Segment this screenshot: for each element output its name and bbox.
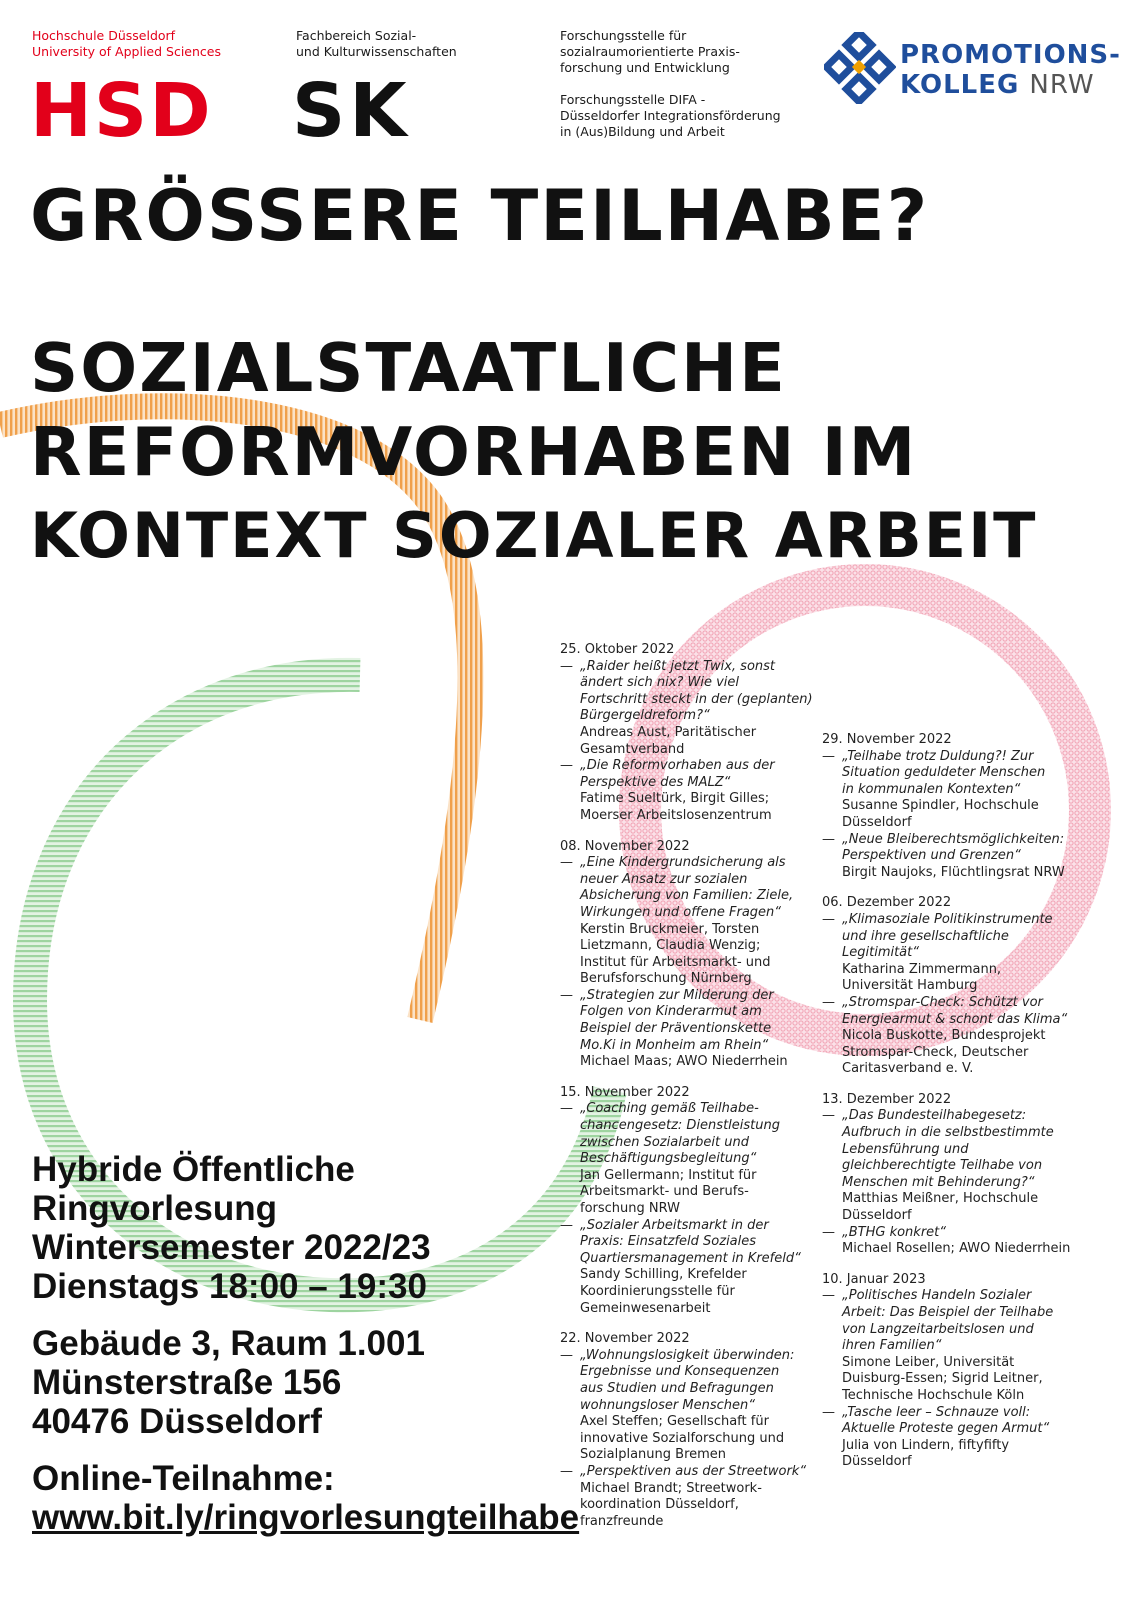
talk-title-line: „Eine Kindergrundsicherung als — [580, 855, 786, 871]
sk-logo: SK — [292, 68, 411, 154]
talk-speaker-line: Berufsforschung Nürnberg — [580, 971, 752, 987]
talk-title-line: Perspektive des MALZ“ — [580, 774, 731, 790]
dash-bullet: — — [560, 658, 573, 674]
info-online-label: Online-Teilnahme: — [32, 1459, 335, 1498]
research1-line3: forschung und Entwicklung — [560, 60, 730, 75]
talk-speaker-line: Simone Leiber, Universität — [842, 1354, 1015, 1370]
talk-item — [560, 1348, 815, 1464]
talk-title-line: wohnungsloser Menschen“ — [580, 1397, 755, 1413]
talk-title-line: „Tasche leer – Schnauze voll: — [842, 1404, 1031, 1420]
research-unit-1 — [560, 28, 740, 76]
talk-title-line: ändert sich nix? Wie viel — [580, 675, 740, 691]
talk-speaker-line: franzfreunde — [580, 1513, 664, 1529]
dash-bullet: — — [822, 1224, 835, 1240]
talk-title-line: und ihre gesellschaftliche — [842, 928, 1009, 944]
event-date: 29. November 2022 — [822, 732, 952, 747]
event-date: 06. Dezember 2022 — [822, 895, 952, 911]
info-hybrid: Hybride Öffentliche — [32, 1150, 355, 1189]
lecture-info — [32, 1150, 579, 1537]
talk-speaker-line: Andreas Aust, Paritätischer — [580, 724, 757, 740]
research1-line1: Forschungsstelle für — [560, 28, 687, 43]
talk-item — [560, 1218, 815, 1318]
talk-title-line: chancengesetz: Dienstleistung — [580, 1118, 780, 1134]
talk-item — [560, 855, 815, 988]
talk-speaker-line: Sandy Schilling, Krefelder — [580, 1267, 747, 1283]
talk-speaker-line: Susanne Spindler, Hochschule — [842, 798, 1039, 814]
talk-speaker-line: Institut für Arbeitsmarkt- und — [580, 954, 771, 970]
talk-title-line: Quartiersmanagement in Krefeld“ — [580, 1250, 801, 1266]
talk-title-line: Mo.Ki in Monheim am Rhein“ — [580, 1037, 769, 1053]
talk-title-line: gleichberechtigte Teilhabe von — [842, 1158, 1043, 1174]
talk-speaker-line: Michael Maas; AWO Niederrhein — [580, 1054, 788, 1070]
dash-bullet: — — [560, 1463, 573, 1479]
talk-title-line: Perspektiven und Grenzen“ — [842, 848, 1021, 864]
research2-line3: in (Aus)Bildung und Arbeit — [560, 124, 725, 139]
talk-item — [560, 988, 815, 1071]
talk-title-line: Folgen von Kinderarmut am — [580, 1004, 762, 1020]
talk-title-line: „Strategien zur Milderung der — [580, 987, 774, 1003]
talk-speaker-line: Jan Gellermann; Institut für — [580, 1167, 757, 1183]
talk-speaker-line: Arbeitsmarkt- und Berufs- — [580, 1184, 749, 1200]
talk-item — [560, 659, 815, 759]
talk-item — [560, 758, 815, 824]
talk-item — [822, 1288, 1097, 1404]
talk-title-line: Menschen mit Behinderung?“ — [842, 1174, 1035, 1190]
info-city: 40476 Düsseldorf — [32, 1402, 322, 1441]
talk-speaker-line: Düsseldorf — [842, 1208, 912, 1224]
talk-speaker-line: innovative Sozialforschung und — [580, 1430, 785, 1446]
info-ringvorlesung: Ringvorlesung — [32, 1189, 278, 1228]
event-date: 08. November 2022 — [560, 838, 690, 854]
talk-title-line: „Politisches Handeln Sozialer — [842, 1288, 1032, 1304]
talk-title-line: „Coaching gemäß Teilhabe- — [580, 1101, 759, 1117]
program-event — [822, 895, 1097, 1078]
talk-title-line: „Neue Bleiberechtsmöglichkeiten: — [842, 831, 1065, 847]
talk-title-line: „Stromspar-Check: Schützt vor — [842, 994, 1043, 1010]
headline-line3: REFORMVORHABEN IM — [30, 413, 918, 491]
talk-item — [822, 1108, 1097, 1224]
talk-title-line: „Klimasoziale Politikinstrumente — [842, 911, 1053, 927]
hsd-name-line2: University of Applied Sciences — [32, 44, 221, 59]
dash-bullet: — — [560, 1217, 573, 1233]
hsd-name-line1: Hochschule Düsseldorf — [32, 28, 176, 43]
promo-nrw: NRW — [1029, 70, 1095, 100]
info-time: Dienstags 18:00 – 19:30 — [32, 1267, 427, 1306]
talk-title-line: Aktuelle Proteste gegen Armut“ — [842, 1421, 1050, 1437]
talk-title-line: „Die Reformvorhaben aus der — [580, 758, 775, 774]
talk-title-line: „Raider heißt jetzt Twix, sonst — [580, 658, 776, 674]
talk-speaker-line: Universität Hamburg — [842, 978, 978, 994]
talk-title-line: „BTHG konkret“ — [842, 1224, 946, 1240]
talk-title-line: von Langzeitarbeitslosen und — [842, 1321, 1034, 1337]
talk-title-line: Situation geduldeter Menschen — [842, 765, 1046, 781]
talk-speaker-line: Stromspar-Check, Deutscher — [842, 1044, 1029, 1060]
talk-title-line: „Wohnungslosigkeit überwinden: — [580, 1347, 795, 1363]
hsd-logo: HSD — [30, 68, 213, 154]
talk-speaker-line: Gesamtverband — [580, 741, 685, 757]
info-room: Gebäude 3, Raum 1.001 — [32, 1324, 425, 1363]
promo-line1: PROMOTIONS- — [900, 40, 1121, 70]
talk-item — [822, 912, 1097, 995]
talk-item — [560, 1101, 815, 1217]
talk-speaker-line: Gemeinwesenarbeit — [580, 1300, 711, 1316]
promo-line2 — [900, 70, 1121, 100]
sk-name-block — [296, 28, 457, 60]
talk-speaker-line: Düsseldorf — [842, 1454, 912, 1470]
research-unit-2 — [560, 92, 781, 140]
talk-speaker-line: Michael Brandt; Streetwork- — [580, 1480, 762, 1496]
research2-line1: Forschungsstelle DIFA - — [560, 92, 706, 107]
program-event — [560, 839, 815, 1071]
promo-kolleg: KOLLEG — [900, 70, 1020, 100]
talk-speaker-line: Duisburg-Essen; Sigrid Leitner, — [842, 1371, 1043, 1387]
program-event — [560, 1085, 815, 1317]
event-date: 15. November 2022 — [560, 1084, 690, 1100]
talk-title-line: Bürgergeldreform?“ — [580, 708, 710, 724]
talk-title-line: „Teilhabe trotz Duldung?! Zur — [842, 748, 1034, 764]
event-date: 25. Oktober 2022 — [560, 642, 675, 657]
headline-line2: SOZIALSTAATLICHE — [30, 329, 787, 407]
promotionskolleg-icon — [824, 32, 896, 104]
dash-bullet: — — [822, 994, 835, 1010]
talk-title-line: „Perspektiven aus der Streetwork“ — [580, 1463, 807, 1479]
hsd-name-block — [32, 28, 221, 60]
talk-speaker-line: Düsseldorf — [842, 814, 912, 830]
dash-bullet: — — [822, 1108, 835, 1124]
talk-title-line: Absicherung von Familien: Ziele, — [580, 888, 794, 904]
talk-title-line: aus Studien und Befragungen — [580, 1380, 774, 1396]
program-event — [822, 1092, 1097, 1258]
talk-speaker-line: forschung NRW — [580, 1201, 680, 1216]
talk-title-line: in kommunalen Kontexten“ — [842, 781, 1021, 797]
event-date: 10. Januar 2023 — [822, 1271, 926, 1287]
research1-line2: sozialraumorientierte Praxis- — [560, 44, 740, 59]
info-semester: Wintersemester 2022/23 — [32, 1228, 431, 1267]
talk-title-line: Beispiel der Präventionskette — [580, 1021, 772, 1037]
talk-speaker-line: Julia von Lindern, fiftyfifty — [842, 1437, 1010, 1453]
dash-bullet: — — [822, 1288, 835, 1304]
talk-speaker-line: Caritasverband e. V. — [842, 1061, 974, 1077]
talk-speaker-line: Koordinierungsstelle für — [580, 1283, 735, 1299]
talk-title-line: Beschäftigungsbegleitung“ — [580, 1151, 757, 1167]
talk-title-line: Lebensführung und — [842, 1141, 969, 1157]
talk-speaker-line: Fatime Sueltürk, Birgit Gilles; — [580, 791, 770, 807]
research2-line2: Düsseldorfer Integrationsförderung — [560, 108, 781, 123]
program-event — [822, 732, 1097, 881]
talk-title-line: Ergebnisse und Konsequenzen — [580, 1364, 780, 1380]
promotionskolleg-logo — [900, 40, 1121, 100]
talk-item — [560, 1464, 815, 1530]
dash-bullet: — — [822, 1404, 835, 1420]
info-street: Münsterstraße 156 — [32, 1363, 342, 1402]
program-event — [560, 642, 815, 825]
dash-bullet: — — [822, 748, 835, 764]
talk-title-line: „Das Bundesteilhabegesetz: — [842, 1108, 1027, 1124]
program-event — [822, 1272, 1097, 1471]
talk-item — [822, 1405, 1097, 1471]
talk-title-line: Arbeit: Das Beispiel der Teilhabe — [842, 1305, 1054, 1320]
headline-question: GRÖSSERE TEILHABE? — [30, 175, 930, 257]
talk-speaker-line: Kerstin Bruckmeier, Torsten — [580, 921, 760, 937]
talk-item — [822, 995, 1097, 1078]
talk-title-line: Wirkungen und offene Fragen“ — [580, 904, 782, 920]
talk-title-line: ihren Familien“ — [842, 1338, 942, 1354]
talk-title-line: Legitimität“ — [842, 945, 919, 961]
talk-speaker-line: Lietzmann, Claudia Wenzig; — [580, 938, 761, 954]
talk-speaker-line: Axel Steffen; Gesellschaft für — [580, 1414, 769, 1430]
dash-bullet: — — [560, 1347, 573, 1363]
sk-name-line1: Fachbereich Sozial- — [296, 28, 417, 43]
online-link[interactable]: www.bit.ly/ringvorlesungteilhabe — [32, 1498, 580, 1537]
talk-speaker-line: Birgit Naujoks, Flüchtlingsrat NRW — [842, 864, 1065, 880]
talk-speaker-line: Technische Hochschule Köln — [842, 1387, 1025, 1403]
program-event — [560, 1331, 815, 1530]
dash-bullet: — — [560, 855, 573, 871]
program-column-left — [560, 642, 815, 1544]
dash-bullet: — — [560, 987, 573, 1003]
talk-item — [822, 832, 1097, 882]
event-date: 13. Dezember 2022 — [822, 1091, 952, 1107]
event-date: 22. November 2022 — [560, 1331, 690, 1347]
talk-item — [822, 749, 1097, 832]
talk-title-line: Fortschritt steckt in der (geplanten) — [580, 691, 813, 707]
dash-bullet: — — [560, 758, 573, 774]
dash-bullet: — — [822, 911, 835, 927]
dash-bullet: — — [822, 831, 835, 847]
talk-title-line: Energiearmut & schont das Klima“ — [842, 1011, 1068, 1027]
talk-title-line: Praxis: Einsatzfeld Soziales — [580, 1234, 757, 1250]
talk-title-line: „Sozialer Arbeitsmarkt in der — [580, 1217, 769, 1233]
talk-item — [822, 1225, 1097, 1258]
program-column-right — [822, 732, 1097, 1485]
talk-speaker-line: Matthias Meißner, Hochschule — [842, 1191, 1039, 1207]
sk-name-line2: und Kulturwissenschaften — [296, 44, 457, 59]
talk-title-line: zwischen Sozialarbeit und — [580, 1134, 749, 1150]
talk-speaker-line: Moerser Arbeitslosenzentrum — [580, 807, 772, 823]
talk-speaker-line: Nicola Buskotte, Bundesprojekt — [842, 1028, 1046, 1044]
headline-line4: KONTEXT SOZIALER ARBEIT — [30, 499, 1038, 572]
dash-bullet: — — [560, 1101, 573, 1117]
talk-title-line: Aufbruch in die selbstbestimmte — [842, 1125, 1054, 1141]
talk-speaker-line: Sozialplanung Bremen — [580, 1447, 727, 1463]
talk-speaker-line: koordination Düsseldorf, — [580, 1497, 739, 1513]
talk-speaker-line: Katharina Zimmermann, — [842, 961, 1002, 977]
talk-title-line: neuer Ansatz zur sozialen — [580, 871, 748, 887]
talk-speaker-line: Michael Rosellen; AWO Niederrhein — [842, 1241, 1071, 1257]
